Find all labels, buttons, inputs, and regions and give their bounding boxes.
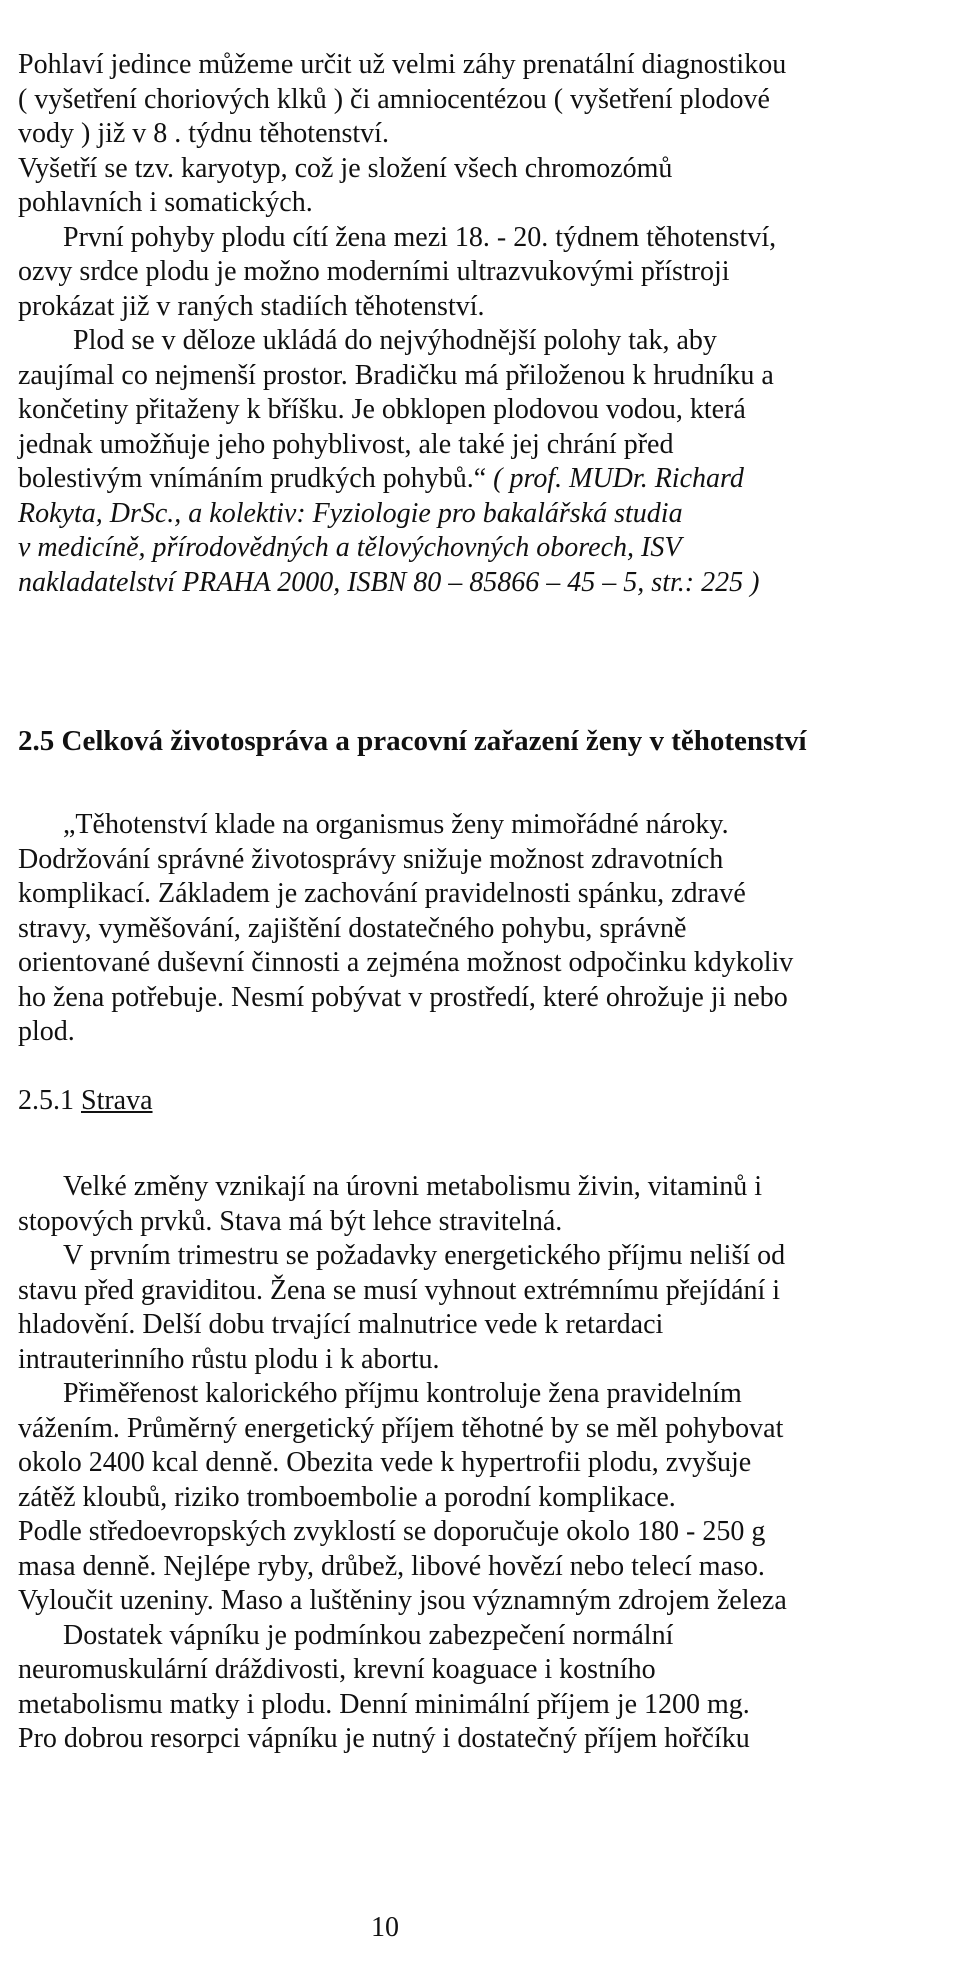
section-heading: 2.5 Celková životospráva a pracovní zařazení ženy v těhotenství bbox=[18, 725, 807, 757]
text-line: končetiny přitaženy k bříšku. Je obklopen plodovou vodou, která bbox=[18, 394, 746, 425]
text-line: orientované duševní činnosti a zejména možnost odpočinku kdykoliv bbox=[18, 947, 794, 978]
text-line: ( vyšetření choriových klků ) či amniocentézou ( vyšetření plodové bbox=[18, 83, 770, 115]
text-line: V prvním trimestru se požadavky energetického příjmu neliší od bbox=[63, 1240, 786, 1271]
text-line: Podle středoevropských zvyklostí se doporučuje okolo 180 - 250 g bbox=[18, 1516, 766, 1547]
text-line: masa denně. Nejlépe ryby, drůbež, libové hovězí nebo telecí maso. bbox=[18, 1550, 765, 1582]
text-line: Velké změny vznikají na úrovni metabolismu živin, vitaminů i bbox=[63, 1171, 763, 1202]
text-line: plod. bbox=[18, 1016, 75, 1047]
paragraph-first-trimester bbox=[18, 1239, 938, 1377]
text-line: Vyšetří se tzv. karyotyp, což je složení všech chromozómů bbox=[18, 152, 673, 184]
text-line: První pohyby plodu cítí žena mezi 18. - 20. týdnem těhotenství, bbox=[63, 221, 777, 253]
text-line: Dostatek vápníku je podmínkou zabezpečení normální bbox=[63, 1619, 674, 1651]
paragraph-fetal-movements bbox=[18, 221, 938, 325]
paragraph-lifestyle bbox=[18, 808, 938, 1050]
document-page bbox=[18, 48, 938, 1757]
citation-line: v medicíně, přírodovědných a tělovýchovných oborech, ISV bbox=[18, 532, 682, 563]
citation-line: Rokyta, DrSc., a kolektiv: Fyziologie pro bakalářská studia bbox=[18, 497, 683, 529]
text-line: hladovění. Delší dobu trvající malnutrice vede k retardaci bbox=[18, 1309, 664, 1340]
text-line: „Těhotenství klade na organismus ženy mimořádné nároky. bbox=[63, 809, 729, 840]
text-line: pohlavních i somatických. bbox=[18, 187, 313, 218]
text-line: vážením. Průměrný energetický příjem těhotné by se měl pohybovat bbox=[18, 1412, 784, 1444]
paragraph-fetal-position bbox=[18, 324, 938, 600]
text-line: metabolismu matky i plodu. Denní minimální příjem je 1200 mg. bbox=[18, 1688, 750, 1720]
paragraph-caloric-intake bbox=[18, 1377, 938, 1619]
text-line: Dodržování správné životosprávy snižuje možnost zdravotních bbox=[18, 843, 724, 875]
paragraph-calcium bbox=[18, 1619, 938, 1757]
text-line: Plod se v děloze ukládá do nejvýhodnější polohy tak, aby bbox=[73, 325, 717, 356]
text-line: zátěž kloubů, riziko tromboembolie a porodní komplikace. bbox=[18, 1481, 676, 1513]
text-line: ho žena potřebuje. Nesmí pobývat v prostředí, které ohrožuje ji nebo bbox=[18, 981, 788, 1013]
text-line: zaujímal co nejmenší prostor. Bradičku má přiloženou k hrudníku a bbox=[18, 359, 774, 391]
paragraph-nutrition-changes bbox=[18, 1170, 938, 1239]
citation-start: ( prof. MUDr. Richard bbox=[493, 463, 744, 494]
text-line: ozvy srdce plodu je možno moderními ultrazvukovými přístroji bbox=[18, 256, 730, 287]
text-line: prokázat již v raných stadiích těhotenství. bbox=[18, 290, 485, 322]
text-line: Vyloučit uzeniny. Maso a luštěniny jsou významným zdrojem železa bbox=[18, 1585, 787, 1616]
text-line: stravy, vyměšování, zajištění dostatečného pohybu, správně bbox=[18, 912, 687, 944]
page-number: 10 bbox=[371, 1912, 399, 1943]
text-line: okolo 2400 kcal denně. Obezita vede k hypertrofii plodu, zvyšuje bbox=[18, 1447, 752, 1478]
text-line: vody ) již v 8 . týdnu těhotenství. bbox=[18, 118, 389, 149]
spacer bbox=[18, 1050, 938, 1084]
spacer bbox=[18, 1118, 938, 1170]
text-line: neuromuskulární dráždivosti, krevní koaguace i kostního bbox=[18, 1654, 656, 1685]
quote-end-text: bolestivým vnímáním prudkých pohybů.“ bbox=[18, 463, 494, 494]
text-line: Pohlaví jedince můžeme určit už velmi záhy prenatální diagnostikou bbox=[18, 49, 787, 80]
paragraph-prenatal-diagnostics bbox=[18, 48, 938, 221]
spacer bbox=[18, 600, 938, 724]
subsection-number: 2.5.1 bbox=[18, 1084, 81, 1116]
text-line: jednak umožňuje jeho pohyblivost, ale také jej chrání před bbox=[18, 428, 674, 460]
text-line: stopových prvků. Stava má být lehce stravitelná. bbox=[18, 1205, 563, 1237]
text-line: komplikací. Základem je zachování pravidelnosti spánku, zdravé bbox=[18, 878, 746, 909]
text-line-mixed bbox=[18, 462, 938, 497]
text-line: Přiměřenost kalorického příjmu kontroluje žena pravidelním bbox=[63, 1378, 742, 1409]
text-line: intrauterinního růstu plodu i k abortu. bbox=[18, 1343, 440, 1375]
subsection-title: Strava bbox=[81, 1084, 153, 1116]
citation-line: nakladatelství PRAHA 2000, ISBN 80 – 85866 – 45 – 5, str.: 225 ) bbox=[18, 566, 760, 598]
text-line: Pro dobrou resorpci vápníku je nutný i dostatečný příjem hořčíku bbox=[18, 1723, 750, 1754]
text-line: stavu před graviditou. Žena se musí vyhnout extrémnímu přejídání i bbox=[18, 1274, 781, 1306]
subsection-heading bbox=[18, 1084, 938, 1119]
